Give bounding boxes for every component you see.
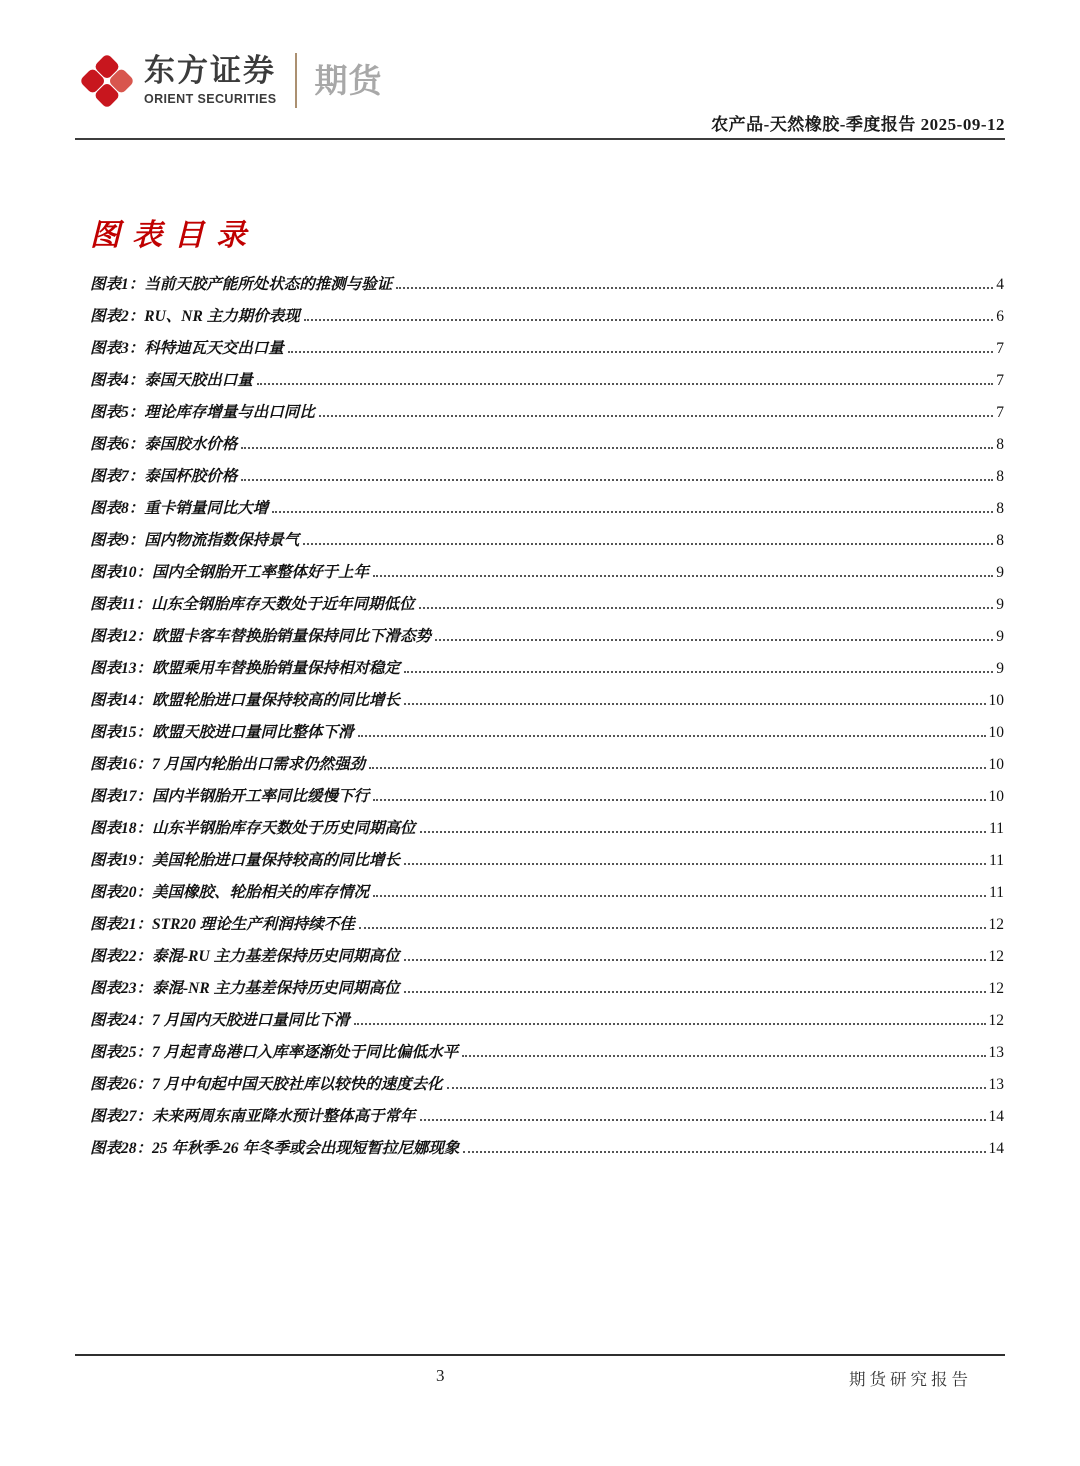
toc-entry-page: 12 <box>988 948 1004 965</box>
toc-entry-page: 14 <box>988 1108 1004 1125</box>
toc-entry[interactable] <box>90 816 1004 848</box>
dotted-leader <box>404 852 986 865</box>
toc-list <box>90 272 1004 1168</box>
toc-entry-label: 图表23：泰混-NR 主力基差保持历史同期高位 <box>90 980 400 997</box>
toc-entry[interactable] <box>90 432 1004 464</box>
logo-divider <box>295 53 297 108</box>
toc-entry[interactable] <box>90 1040 1004 1072</box>
footer-rule <box>75 1354 1005 1356</box>
toc-entry-label: 图表24：7 月国内天胶进口量同比下滑 <box>90 1012 350 1029</box>
footer-page-number: 3 <box>436 1366 445 1385</box>
toc-entry-label: 图表3：科特迪瓦天交出口量 <box>90 340 284 357</box>
toc-entry-page: 8 <box>996 532 1004 549</box>
toc-entry-label: 图表4：泰国天胶出口量 <box>90 372 253 389</box>
toc-entry-label: 图表20：美国橡胶、轮胎相关的库存情况 <box>90 884 370 901</box>
toc-entry-page: 8 <box>996 468 1004 485</box>
toc-entry[interactable] <box>90 1104 1004 1136</box>
toc-entry-label: 图表8：重卡销量同比大增 <box>90 500 269 517</box>
toc-entry[interactable] <box>90 304 1004 336</box>
dotted-leader <box>373 564 993 577</box>
toc-entry-label: 图表18：山东半钢胎库存天数处于历史同期高位 <box>90 820 416 837</box>
dotted-leader <box>304 308 994 321</box>
toc-entry-label: 图表28：25 年秋季-26 年冬季或会出现短暂拉尼娜现象 <box>90 1140 460 1157</box>
toc-entry-page: 9 <box>996 628 1004 645</box>
brand-text <box>144 52 277 106</box>
footer-report-type: 期货研究报告 <box>849 1370 972 1389</box>
toc-entry-page: 10 <box>988 692 1004 709</box>
dotted-leader <box>358 724 986 737</box>
toc-entry-page: 9 <box>996 564 1004 581</box>
toc-entry-page: 11 <box>989 852 1004 869</box>
toc-entry-page: 12 <box>988 1012 1004 1029</box>
dotted-leader <box>354 1012 986 1025</box>
toc-entry[interactable] <box>90 976 1004 1008</box>
toc-entry-label: 图表12：欧盟卡客车替换胎销量保持同比下滑态势 <box>90 628 432 645</box>
toc-entry-page: 13 <box>988 1076 1004 1093</box>
dotted-leader <box>373 884 986 897</box>
toc-entry-page: 14 <box>988 1140 1004 1157</box>
toc-entry-label: 图表7：泰国杯胶价格 <box>90 468 238 485</box>
dotted-leader <box>359 916 986 929</box>
division-label: 期货 <box>314 62 383 99</box>
toc-entry[interactable] <box>90 592 1004 624</box>
toc-entry-page: 6 <box>996 308 1004 325</box>
dotted-leader <box>319 404 993 417</box>
brand-name-en: ORIENT SECURITIES <box>144 92 277 106</box>
toc-entry-page: 11 <box>989 820 1004 837</box>
dotted-leader <box>447 1076 986 1089</box>
dotted-leader <box>463 1140 985 1153</box>
toc-entry[interactable] <box>90 400 1004 432</box>
toc-entry-label: 图表26：7 月中旬起中国天胶社库以较快的速度去化 <box>90 1076 443 1093</box>
toc-entry-label: 图表25：7 月起青岛港口入库率逐渐处于同比偏低水平 <box>90 1044 459 1061</box>
toc-entry[interactable] <box>90 784 1004 816</box>
toc-title: 图表目录 <box>90 219 258 252</box>
toc-entry-page: 7 <box>996 404 1004 421</box>
dotted-leader <box>369 756 985 769</box>
dotted-leader <box>257 372 993 385</box>
toc-entry[interactable] <box>90 528 1004 560</box>
toc-entry-label: 图表10：国内全钢胎开工率整体好于上年 <box>90 564 370 581</box>
toc-entry-page: 9 <box>996 660 1004 677</box>
toc-entry-page: 4 <box>996 276 1004 293</box>
dotted-leader <box>272 500 993 513</box>
toc-entry-label: 图表15：欧盟天胶进口量同比整体下滑 <box>90 724 354 741</box>
toc-entry-page: 8 <box>996 436 1004 453</box>
toc-entry[interactable] <box>90 944 1004 976</box>
toc-entry-label: 图表19：美国轮胎进口量保持较高的同比增长 <box>90 852 401 869</box>
report-meta: 农产品-天然橡胶-季度报告 2025-09-12 <box>711 115 1005 134</box>
dotted-leader <box>241 468 993 481</box>
toc-entry-page: 10 <box>988 788 1004 805</box>
toc-entry-label: 图表16：7 月国内轮胎出口需求仍然强劲 <box>90 756 366 773</box>
toc-entry-page: 7 <box>996 340 1004 357</box>
toc-entry[interactable] <box>90 464 1004 496</box>
toc-entry[interactable] <box>90 1072 1004 1104</box>
toc-entry[interactable] <box>90 272 1004 304</box>
toc-entry-label: 图表5：理论库存增量与出口同比 <box>90 404 315 421</box>
toc-entry-label: 图表13：欧盟乘用车替换胎销量保持相对稳定 <box>90 660 401 677</box>
header-logo <box>78 52 383 110</box>
dotted-leader <box>404 692 985 705</box>
orient-securities-diamond-icon <box>78 52 136 110</box>
toc-entry-label: 图表22：泰混-RU 主力基差保持历史同期高位 <box>90 948 400 965</box>
toc-entry-label: 图表1：当前天胶产能所处状态的推测与验证 <box>90 276 393 293</box>
dotted-leader <box>404 660 993 673</box>
toc-entry-page: 10 <box>988 724 1004 741</box>
toc-entry-label: 图表9：国内物流指数保持景气 <box>90 532 300 549</box>
toc-entry[interactable] <box>90 720 1004 752</box>
toc-entry-label: 图表14：欧盟轮胎进口量保持较高的同比增长 <box>90 692 401 709</box>
toc-entry[interactable] <box>90 752 1004 784</box>
toc-entry[interactable] <box>90 336 1004 368</box>
dotted-leader <box>396 276 993 289</box>
dotted-leader <box>420 1108 986 1121</box>
toc-entry[interactable] <box>90 368 1004 400</box>
header-rule <box>75 138 1005 140</box>
dotted-leader <box>435 628 993 641</box>
toc-entry-label: 图表27：未来两周东南亚降水预计整体高于常年 <box>90 1108 416 1125</box>
toc-entry[interactable] <box>90 656 1004 688</box>
toc-entry-page: 7 <box>996 372 1004 389</box>
toc-entry-page: 9 <box>996 596 1004 613</box>
dotted-leader <box>420 820 987 833</box>
toc-entry-label: 图表21：STR20 理论生产利润持续不佳 <box>90 916 355 933</box>
toc-entry[interactable] <box>90 688 1004 720</box>
brand-name-cn: 东方证券 <box>144 53 276 88</box>
toc-entry[interactable] <box>90 560 1004 592</box>
toc-entry-label: 图表6：泰国胶水价格 <box>90 436 238 453</box>
toc-entry[interactable] <box>90 848 1004 880</box>
toc-entry[interactable] <box>90 880 1004 912</box>
dotted-leader <box>303 532 993 545</box>
toc-entry-page: 8 <box>996 500 1004 517</box>
toc-entry-page: 11 <box>989 884 1004 901</box>
toc-entry[interactable] <box>90 496 1004 528</box>
toc-entry-page: 10 <box>988 756 1004 773</box>
toc-entry[interactable] <box>90 1008 1004 1040</box>
toc-entry-page: 12 <box>988 980 1004 997</box>
toc-entry-page: 12 <box>988 916 1004 933</box>
dotted-leader <box>419 596 994 609</box>
toc-entry[interactable] <box>90 1136 1004 1168</box>
toc-entry-label: 图表2：RU、NR 主力期价表现 <box>90 308 300 325</box>
toc-entry-label: 图表17：国内半钢胎开工率同比缓慢下行 <box>90 788 370 805</box>
toc-entry[interactable] <box>90 912 1004 944</box>
toc-entry-page: 13 <box>988 1044 1004 1061</box>
dotted-leader <box>241 436 993 449</box>
dotted-leader <box>404 948 986 961</box>
dotted-leader <box>373 788 985 801</box>
toc-entry-label: 图表11：山东全钢胎库存天数处于近年同期低位 <box>90 596 415 613</box>
toc-entry[interactable] <box>90 624 1004 656</box>
dotted-leader <box>404 980 986 993</box>
dotted-leader <box>462 1044 985 1057</box>
dotted-leader <box>288 340 993 353</box>
